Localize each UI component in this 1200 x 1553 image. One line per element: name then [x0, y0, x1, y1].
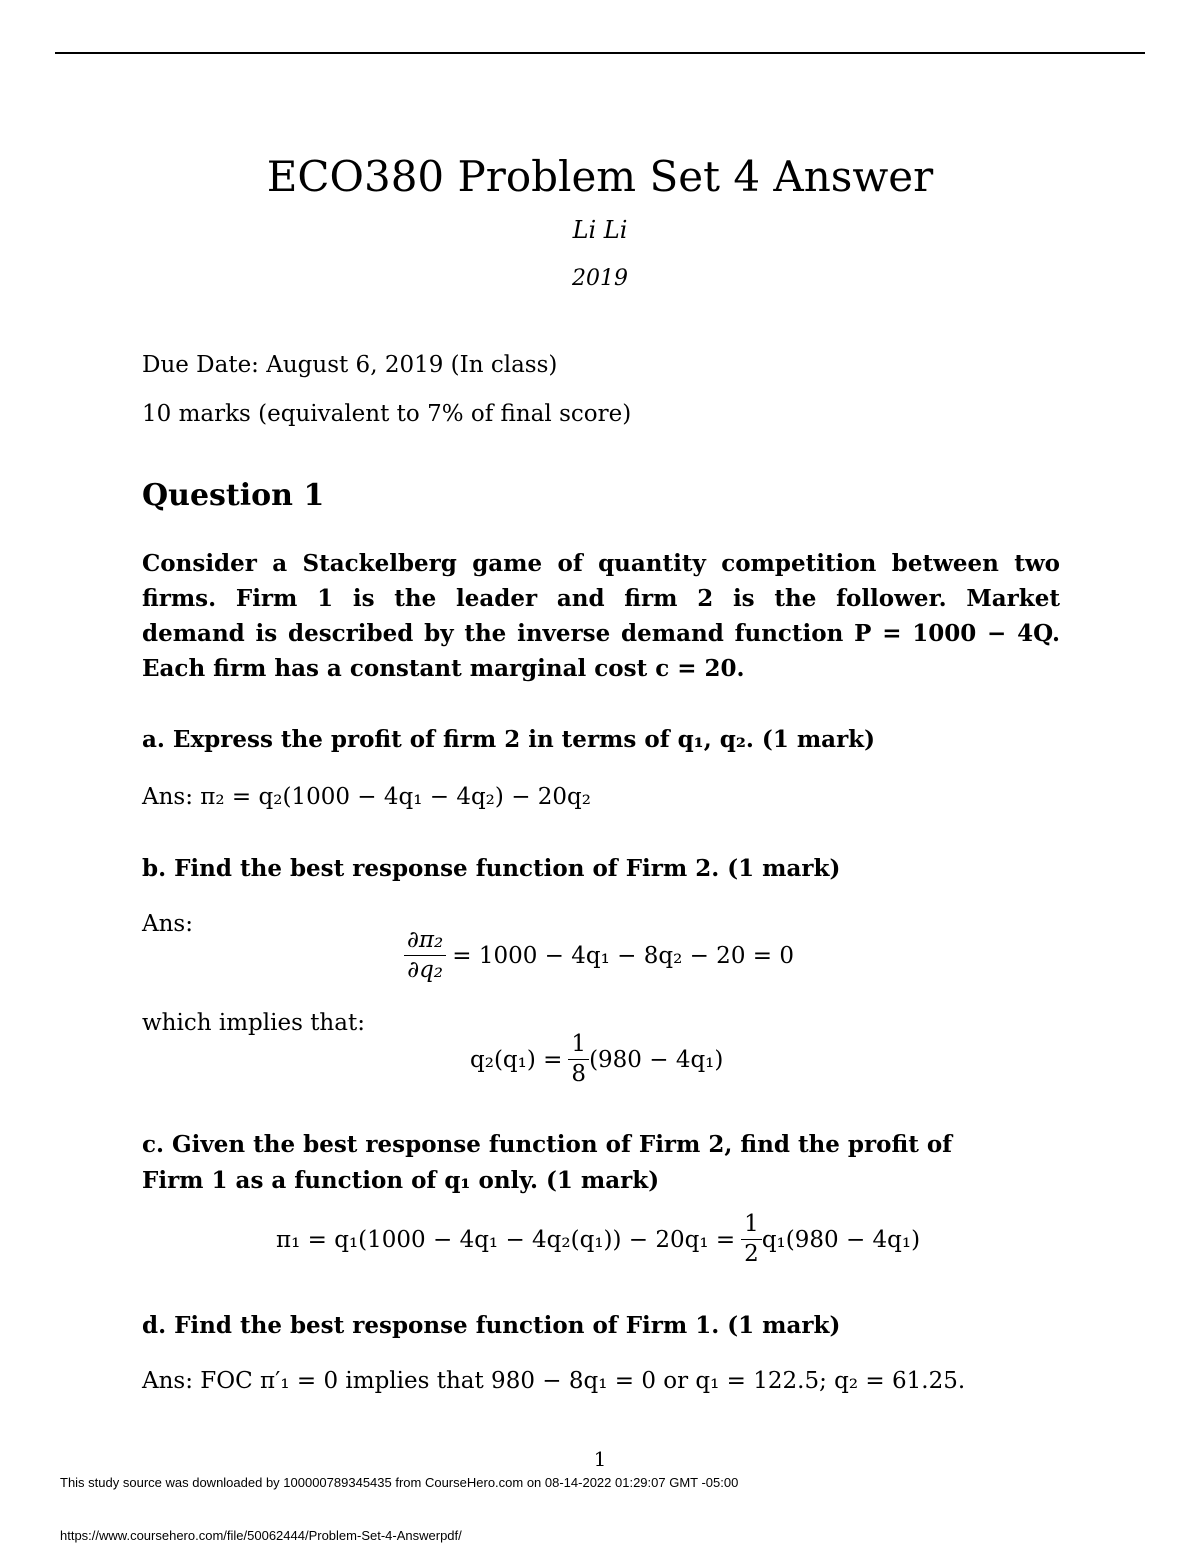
part-b-best-response-equation	[470, 1032, 723, 1088]
document-title: ECO380 Problem Set 4 Answer	[266, 152, 934, 201]
prompt-line: Consider a Stackelberg game of quantity competition between two	[142, 550, 1060, 577]
due-date: Due Date: August 6, 2019 (In class)	[142, 352, 558, 378]
equation-lhs: q₂(q₁) =	[470, 1046, 563, 1073]
fraction-denominator: 2	[744, 1241, 759, 1268]
equation-rhs: = 1000 − 4q₁ − 8q₂ − 20 = 0	[452, 942, 794, 969]
prompt-line: firms. Firm 1 is the leader and firm 2 is the follower. Market	[142, 585, 1060, 612]
derivative-fraction	[404, 928, 446, 984]
question-1-prompt	[142, 546, 1060, 686]
part-c-profit-equation	[276, 1212, 920, 1268]
question-1-heading: Question 1	[142, 478, 325, 513]
fraction-numerator: ∂π₂	[404, 928, 446, 956]
part-a-answer: Ans: π₂ = q₂(1000 − 4q₁ − 4q₂) − 20q₂	[142, 784, 591, 810]
prompt-line: demand is described by the inverse demand function P = 1000 − 4Q.	[142, 620, 1060, 647]
part-c-label-line-2: Firm 1 as a function of q₁ only. (1 mark)	[142, 1167, 660, 1194]
part-b-ans-label: Ans:	[142, 911, 193, 937]
author-name: Li Li	[572, 216, 628, 244]
part-b-label: b. Find the best response function of Firm 2. (1 mark)	[142, 855, 841, 882]
one-half-fraction	[741, 1212, 762, 1268]
part-b-derivative-equation	[398, 928, 794, 984]
part-d-answer: Ans: FOC π′₁ = 0 implies that 980 − 8q₁ = 0 or q₁ = 122.5; q₂ = 61.25.	[142, 1368, 966, 1394]
part-c-label-line-1: c. Given the best response function of Firm 2, find the profit of	[142, 1131, 953, 1158]
fraction-numerator: 1	[741, 1212, 762, 1240]
fraction-denominator: ∂q₂	[407, 957, 444, 984]
part-a-label: a. Express the profit of firm 2 in terms of q₁, q₂. (1 mark)	[142, 726, 876, 753]
page-number: 1	[593, 1447, 607, 1471]
marks-note: 10 marks (equivalent to 7% of final score)	[142, 401, 632, 427]
document-year: 2019	[572, 266, 628, 291]
top-rule	[55, 52, 1145, 54]
source-note: This study source was downloaded by 100000789345435 from CourseHero.com on 08-14-2022 01:29:07 GMT -05:00	[60, 1475, 739, 1490]
fraction-denominator: 8	[571, 1061, 587, 1088]
prompt-line: Each firm has a constant marginal cost c = 20.	[142, 655, 745, 682]
implies-text: which implies that:	[142, 1010, 365, 1036]
source-url[interactable]: https://www.coursehero.com/file/50062444/Problem-Set-4-Answerpdf/	[60, 1528, 462, 1543]
equation-rhs: q₁(980 − 4q₁)	[761, 1226, 921, 1253]
equation-rhs: (980 − 4q₁)	[589, 1046, 724, 1073]
part-d-label: d. Find the best response function of Firm 1. (1 mark)	[142, 1312, 841, 1339]
one-eighth-fraction	[568, 1032, 589, 1088]
equation-lhs: π₁ = q₁(1000 − 4q₁ − 4q₂(q₁)) − 20q₁ =	[276, 1226, 736, 1253]
fraction-numerator: 1	[568, 1032, 589, 1060]
